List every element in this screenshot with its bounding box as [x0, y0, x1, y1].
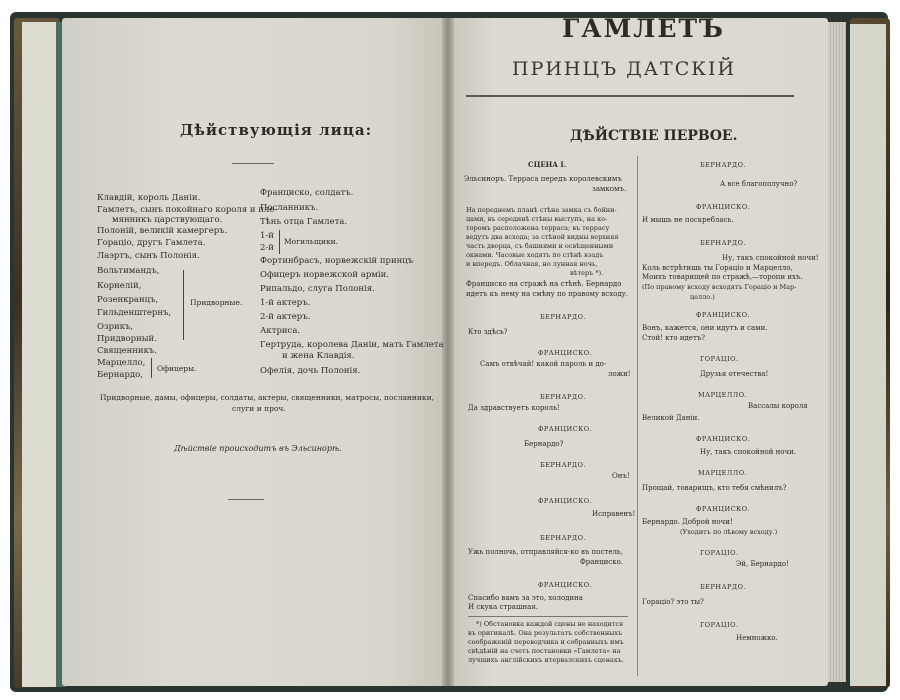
speaker: БЕРНАРДО. [540, 393, 587, 401]
speaker: БЕРНАРДО. [540, 534, 587, 542]
stage-direction: (По правому всходу всходятъ Гораціо и Мар- [642, 283, 797, 291]
dialogue-line: Ужь полночь, отправляйся-ко въ постель, [468, 548, 623, 556]
dialogue-line: Немножко. [736, 634, 778, 642]
column-divider [637, 156, 638, 676]
cast-entry: Полоній, великій камергеръ. [97, 226, 228, 236]
dialogue-line: Моихъ товарищей по стражѣ,—торопи ихъ. [642, 273, 803, 281]
endpaper-right [850, 24, 886, 686]
dialogue-line: ложи! [608, 370, 631, 378]
cast-entry: Бернардо, [97, 370, 143, 380]
dialogue-line: Кто здѣсь? [468, 328, 508, 336]
gravediggers-brace [276, 230, 280, 254]
scene-heading: СЦЕНА I. [528, 160, 567, 169]
officers-label: Офицеры. [157, 364, 197, 373]
cast-entry: Офелія, дочь Полонія. [260, 366, 361, 376]
dialogue-line: Ну, такъ спокойной ночи. [700, 448, 796, 456]
dialogue-line: Стой! кто идетъ? [642, 334, 706, 342]
stage-desc: часть дворца, съ башнями и освѣщенными [466, 242, 614, 250]
dialogue-line: Бернардо. Доброй ночи! [642, 518, 733, 526]
cast-entry: Священникъ. [97, 346, 158, 356]
cast-entry: Озрикъ, [97, 322, 134, 332]
speaker: МАРЦЕЛЛО. [698, 391, 748, 399]
cast-entry: Гертруда, королева Даніи, мать Гамлета [260, 340, 444, 350]
stage-desc: На переднемъ планѣ стѣна замка съ бойни- [466, 206, 617, 214]
dialogue-line: Да здравствуетъ король! [468, 404, 560, 412]
footnote-line: въ оригиналѣ. Она результатъ собственныхъ [468, 629, 623, 637]
cast-entry: 2-й актеръ. [260, 312, 311, 322]
speaker: ФРАНЦИСКО. [696, 311, 751, 319]
cast-entry: Гамлетъ, сынъ покойнаго короля и пле- [97, 205, 278, 215]
cast-entry: Франциско, солдатъ. [260, 188, 354, 198]
stage-entry: Франциско на стражѣ на стѣнѣ. Бернардо [466, 280, 622, 288]
cast-entry: Розенкранцъ, [97, 295, 159, 305]
stage-entry: идетъ къ нему на смѣну по правому всходу. [466, 290, 629, 298]
speaker: ФРАНЦИСКО. [538, 497, 593, 505]
courtiers-label: Придворные. [190, 298, 243, 307]
dialogue-line: Великой Даніи. [642, 414, 700, 422]
speaker: ФРАНЦИСКО. [696, 505, 751, 513]
speaker: БЕРНАРДО. [700, 583, 747, 591]
cast-entry: Актриса. [260, 326, 301, 336]
cast-entry: Вольтимандъ, [97, 266, 160, 276]
dialogue-line: Франциско. [580, 558, 624, 566]
speaker: БЕРНАРДО. [700, 239, 747, 247]
cast-entry: мянникъ царствующаго. [112, 215, 223, 225]
cast-entry: Гораціо, другъ Гамлета. [97, 238, 206, 248]
dialogue-line: Коль встрѣтишь ты Гораціо и Марцелло, [642, 264, 793, 272]
courtiers-brace [180, 270, 184, 340]
dialogue-line: И мышь не поскреблась. [642, 216, 734, 224]
extras-line: Придворные, дамы, офицеры, солдаты, актеры, священники, матросы, посланники, [100, 393, 434, 402]
ornament-rule [228, 499, 264, 500]
play-subtitle: ПРИНЦЪ ДАТСКІЙ [512, 58, 737, 80]
speaker: БЕРНАРДО. [700, 161, 747, 169]
cast-entry: Рипальдо, слуга Полонія. [260, 284, 375, 294]
speaker: ФРАНЦИСКО. [696, 435, 751, 443]
cast-heading: Дѣйствующія лица: [180, 121, 373, 139]
page-edges [828, 22, 846, 682]
stage-desc: окнами. Часовые ходятъ по стѣнѣ взадъ [466, 251, 604, 259]
dialogue-line: Прощай, товарищъ, кто тебя смѣнилъ? [642, 484, 787, 492]
title-rule [466, 95, 794, 97]
footnote-line: соображеній переводчика и собранныхъ имъ [468, 638, 624, 646]
stage-desc: вѣтеръ *). [570, 269, 604, 277]
dialogue-line: Самъ отвѣчай! какой пароль и до- [480, 360, 607, 368]
cast-entry: Офицеръ норвежской арміи. [260, 270, 389, 280]
cast-entry: Фортинбрасъ, норвежскій принцъ [260, 256, 414, 266]
cast-entry: 1-й [260, 231, 274, 241]
stage-direction: целло.) [690, 293, 715, 301]
cast-entry: и жена Клавдія. [282, 351, 355, 361]
dialogue-line: Друзья отечества! [700, 370, 769, 378]
dialogue-line: Вассалы короля [748, 402, 808, 410]
setting-line: Дѣйствіе происходитъ въ Эльсинорѣ. [174, 444, 342, 453]
officers-brace [148, 358, 152, 378]
speaker: ГОРАЦІО. [700, 355, 739, 363]
cast-entry: 2-й [260, 243, 274, 253]
dialogue-line: Бернардо? [524, 440, 564, 448]
book-gutter [442, 18, 454, 686]
dialogue-line: Исправенъ! [592, 510, 636, 518]
dialogue-line: Гораціо? это ты? [642, 598, 704, 606]
cast-entry: Придворный. [97, 334, 157, 344]
footnote-line: лучшихъ англійскихъ итервалскихъ сценахъ. [468, 656, 624, 664]
dialogue-line: И скука страшная. [468, 603, 538, 611]
stage-intro: Эльсиноръ. Терраса передъ королевскимъ [464, 175, 622, 183]
speaker: БЕРНАРДО. [540, 461, 587, 469]
stage-desc: цами, въ серединѣ стѣны выступъ, на ко- [466, 215, 608, 223]
gravediggers-label: Могильщики. [284, 237, 339, 246]
play-title: ГАМЛЕТЪ [562, 14, 725, 43]
right-page [450, 14, 828, 686]
speaker: ГОРАЦІО. [700, 549, 739, 557]
stage-desc: и впередъ. Облачная, но лунная ночь, [466, 260, 598, 268]
ornament-rule [232, 163, 274, 164]
stage-intro: замкомъ. [592, 185, 627, 193]
footnote-rule [468, 616, 628, 617]
dialogue-line: А все благополучно? [720, 180, 798, 188]
cast-entry: 1-й актеръ. [260, 298, 311, 308]
footnote-line: свѣдѣній на счетъ постановки «Гамлета» на [468, 647, 621, 655]
speaker: ГОРАЦІО. [700, 621, 739, 629]
extras-line: слуги и проч. [232, 404, 286, 413]
stage-desc: торомъ расположена терраса; въ террасу [466, 224, 610, 232]
speaker: ФРАНЦИСКО. [538, 349, 593, 357]
speaker: МАРЦЕЛЛО. [698, 469, 748, 477]
speaker: ФРАНЦИСКО. [538, 425, 593, 433]
cast-entry: Клавдій, король Даніи. [97, 193, 201, 203]
dialogue-line: Ну, такъ спокойной ночи! [722, 254, 819, 262]
cast-entry: Марцелло, [97, 358, 146, 368]
stage-direction: (Уходитъ по лѣвому всходу.) [680, 528, 778, 536]
cast-entry: Лаэртъ, сынъ Полонія. [97, 251, 200, 261]
cast-entry: Тѣнь отца Гамлета. [260, 217, 348, 227]
cast-entry: Корнелій, [97, 281, 142, 291]
act-heading: ДѢЙСТВІЕ ПЕРВОЕ. [570, 128, 738, 144]
dialogue-line: Спасибо вамъ за это, холодина [468, 594, 583, 602]
stage-desc: ведутъ два всхода; за стѣной видны верхняя [466, 233, 619, 241]
dialogue-line: Эй, Бернардо! [736, 560, 789, 568]
cast-entry: Посланникъ. [260, 203, 319, 213]
speaker: ФРАНЦИСКО. [538, 581, 593, 589]
speaker: ФРАНЦИСКО. [696, 203, 751, 211]
dialogue-line: Онъ! [612, 472, 630, 480]
cast-entry: Гильденштернъ, [97, 308, 172, 318]
footnote-line: *) Обстановка каждой сцены не находится [476, 620, 624, 628]
speaker: БЕРНАРДО. [540, 313, 587, 321]
dialogue-line: Вонъ, кажется, они идутъ и сами. [642, 324, 768, 332]
